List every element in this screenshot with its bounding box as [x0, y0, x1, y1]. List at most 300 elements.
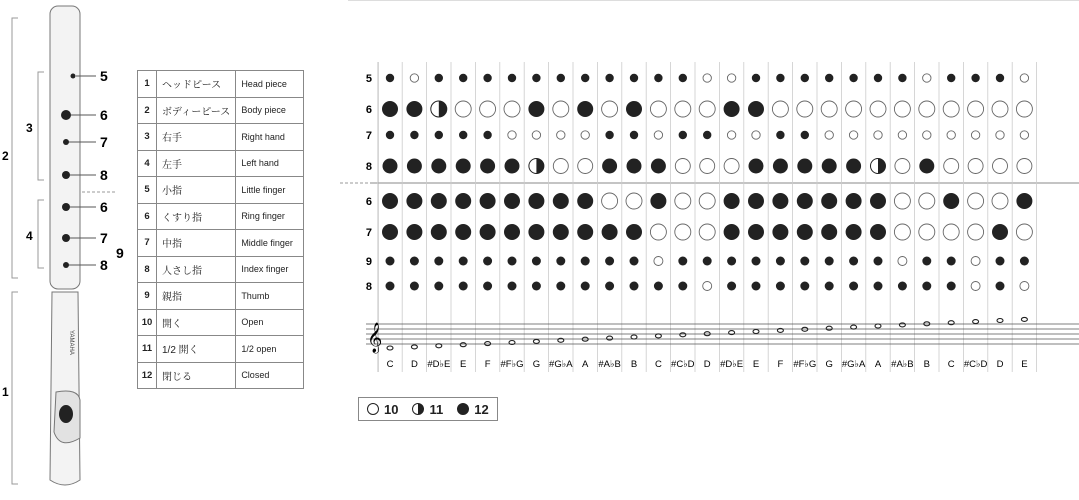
closed-hole [797, 193, 813, 209]
closed-hole [947, 74, 955, 82]
open-hole [602, 193, 618, 209]
note-name: #C♭D [963, 359, 988, 370]
row-label: 9 [365, 256, 372, 268]
flute-diagram [0, 0, 135, 495]
legend-row [138, 150, 304, 177]
legend-english: Head piece [236, 71, 304, 98]
legend-english: Body piece [236, 97, 304, 124]
open-hole [772, 101, 788, 117]
open-hole [919, 224, 935, 240]
open-hole [699, 193, 715, 209]
closed-hole [1020, 257, 1029, 266]
closed-hole [776, 131, 784, 139]
legend-english: Middle finger [236, 230, 304, 257]
note-name: E [1021, 359, 1028, 370]
closed-hole [849, 282, 858, 291]
key-closed [457, 402, 488, 417]
staff-note [851, 325, 857, 329]
closed-hole [797, 224, 813, 240]
closed-hole [577, 224, 593, 240]
staff-note [680, 333, 686, 337]
closed-hole [435, 131, 443, 139]
closed-hole [821, 224, 837, 240]
open-hole [992, 101, 1008, 117]
closed-hole [508, 282, 517, 291]
legend-number: 2 [138, 97, 157, 124]
legend-row [138, 362, 304, 389]
open-hole [675, 193, 691, 209]
fingering-chart [340, 0, 1079, 380]
open-hole [553, 159, 568, 174]
open-hole [727, 74, 735, 82]
closed-hole [386, 131, 394, 139]
legend-english: 1/2 open [236, 336, 304, 363]
closed-hole [922, 282, 931, 291]
open-hole [1020, 131, 1028, 139]
closed-hole [898, 282, 907, 291]
open-hole [898, 131, 906, 139]
closed-hole [874, 257, 883, 266]
closed-hole [630, 282, 639, 291]
closed-hole [626, 101, 642, 117]
closed-hole [752, 74, 760, 82]
legend-english: Ring finger [236, 203, 304, 230]
staff-note [899, 323, 905, 327]
closed-hole [800, 257, 809, 266]
open-hole [821, 101, 837, 117]
note-name: E [460, 359, 467, 370]
legend-number: 10 [138, 309, 157, 336]
note-name: #F♭G [793, 359, 817, 370]
closed-hole [752, 257, 761, 266]
closed-hole [724, 193, 740, 209]
closed-hole [459, 74, 467, 82]
open-hole [724, 159, 739, 174]
closed-hole [748, 224, 764, 240]
symbol-key [358, 397, 498, 421]
bracket-label-4: 4 [26, 229, 33, 243]
closed-hole [772, 224, 788, 240]
open-hole [699, 224, 715, 240]
closed-hole [874, 74, 882, 82]
open-hole [894, 101, 910, 117]
closed-hole [821, 193, 837, 209]
note-name: G [532, 359, 541, 370]
legend-number: 11 [138, 336, 157, 363]
legend-number: 5 [138, 177, 157, 204]
staff-note [1021, 317, 1027, 321]
open-hole [578, 159, 593, 174]
closed-hole [727, 282, 736, 291]
open-hole [1016, 101, 1032, 117]
note-name: G [825, 359, 833, 370]
open-hole [508, 131, 516, 139]
closed-hole [410, 257, 419, 266]
staff-note [655, 334, 661, 338]
half-hole-icon [412, 403, 424, 415]
open-hole [968, 193, 984, 209]
note-name: D [703, 359, 711, 370]
closed-hole [898, 74, 906, 82]
closed-hole [605, 282, 614, 291]
open-hole [968, 159, 983, 174]
key-open-label: 10 [384, 401, 399, 417]
legend-english: Open [236, 309, 304, 336]
closed-hole [943, 193, 959, 209]
open-hole [675, 101, 691, 117]
closed-hole [532, 74, 540, 82]
open-hole [874, 131, 882, 139]
note-name: E [752, 359, 760, 370]
key-closed-label: 12 [474, 401, 489, 417]
closed-hole [630, 131, 638, 139]
open-hole [993, 159, 1008, 174]
open-hole [1020, 74, 1028, 82]
legend-english: Index finger [236, 256, 304, 283]
open-hole [944, 159, 959, 174]
open-hole [947, 131, 955, 139]
open-hole [410, 74, 418, 82]
note-name: F [484, 359, 491, 370]
note-name: B [630, 359, 638, 370]
closed-hole [605, 74, 613, 82]
closed-hole [605, 131, 613, 139]
open-hole [654, 257, 663, 266]
closed-hole [605, 257, 614, 266]
legend-english: Right hand [236, 124, 304, 151]
open-hole [553, 101, 569, 117]
closed-hole [532, 257, 541, 266]
closed-hole [724, 224, 740, 240]
half-hole-fill [536, 159, 544, 174]
legend-row [138, 71, 304, 98]
closed-hole [800, 282, 809, 291]
closed-hole [557, 74, 565, 82]
closed-hole [748, 101, 764, 117]
closed-hole [724, 101, 740, 117]
staff-note [631, 335, 637, 339]
closed-hole [679, 131, 687, 139]
open-hole [480, 101, 496, 117]
note-name: #G♭A [841, 359, 866, 370]
open-hole [1016, 224, 1032, 240]
closed-hole [626, 224, 642, 240]
closed-hole [947, 257, 956, 266]
bracket-label-2: 2 [2, 149, 9, 163]
closed-hole [825, 257, 834, 266]
open-hole [532, 131, 540, 139]
note-name: C [654, 359, 662, 370]
closed-hole [772, 193, 788, 209]
closed-hole [919, 159, 934, 174]
note-name: B [923, 359, 930, 370]
open-hole [1017, 159, 1032, 174]
closed-hole [483, 131, 491, 139]
closed-hole [553, 193, 569, 209]
note-name: A [874, 359, 882, 370]
row-label: 8 [365, 281, 372, 293]
closed-hole [996, 74, 1004, 82]
closed-hole-icon [457, 403, 469, 415]
legend-japanese: くすり指 [157, 203, 236, 230]
hole-label-7b: 7 [100, 230, 108, 246]
closed-hole [727, 257, 736, 266]
open-hole [703, 282, 712, 291]
closed-hole [870, 193, 886, 209]
closed-hole [581, 282, 590, 291]
closed-hole [431, 159, 446, 174]
hole-label-5: 5 [100, 68, 108, 84]
open-hole [797, 101, 813, 117]
row-label: 6 [365, 104, 372, 116]
closed-hole [556, 257, 565, 266]
closed-hole [483, 282, 492, 291]
closed-hole [773, 159, 788, 174]
open-hole [581, 131, 589, 139]
legend-english: Left hand [236, 150, 304, 177]
note-name: #C♭D [671, 359, 695, 370]
closed-hole [455, 224, 471, 240]
closed-hole [406, 193, 422, 209]
note-name: #F♭G [500, 359, 524, 370]
closed-hole [752, 282, 761, 291]
closed-hole [407, 159, 422, 174]
legend-number: 6 [138, 203, 157, 230]
closed-hole [749, 159, 764, 174]
closed-hole [703, 257, 712, 266]
closed-hole [846, 224, 862, 240]
closed-hole [577, 101, 593, 117]
staff-note [607, 336, 613, 340]
closed-hole [992, 224, 1008, 240]
legend-english: Closed [236, 362, 304, 389]
closed-hole [556, 282, 565, 291]
open-hole [727, 131, 735, 139]
open-hole [971, 282, 980, 291]
row-label: 8 [365, 161, 372, 173]
closed-hole [410, 282, 419, 291]
closed-hole [846, 159, 861, 174]
closed-hole [434, 282, 443, 291]
note-name: #G♭A [549, 359, 573, 370]
open-hole [846, 101, 862, 117]
closed-hole [528, 101, 544, 117]
open-hole [943, 224, 959, 240]
open-hole [919, 101, 935, 117]
closed-hole [483, 257, 492, 266]
open-hole [1020, 282, 1029, 291]
closed-hole [849, 74, 857, 82]
legend-japanese: 閉じる [157, 362, 236, 389]
row-label: 6 [365, 196, 372, 208]
open-hole [675, 224, 691, 240]
closed-hole [528, 193, 544, 209]
key-open [367, 402, 398, 417]
closed-hole [406, 101, 422, 117]
key-half [412, 402, 443, 417]
hole-label-7a: 7 [100, 134, 108, 150]
closed-hole [748, 193, 764, 209]
key-half-label: 11 [429, 401, 444, 417]
legend-japanese: 右手 [157, 124, 236, 151]
open-hole [992, 193, 1008, 209]
closed-hole [996, 282, 1005, 291]
legend-table [137, 70, 304, 389]
open-hole [943, 101, 959, 117]
open-hole [675, 159, 690, 174]
legend-japanese: ヘッドピース [157, 71, 236, 98]
closed-hole [382, 193, 398, 209]
staff-note [460, 343, 466, 347]
closed-hole [797, 159, 812, 174]
closed-hole [455, 193, 471, 209]
closed-hole [480, 224, 496, 240]
open-hole [898, 257, 907, 266]
open-hole [919, 193, 935, 209]
closed-hole [602, 159, 617, 174]
closed-hole [947, 282, 956, 291]
note-name: #D♭E [720, 359, 744, 370]
closed-hole [480, 193, 496, 209]
closed-hole [581, 74, 589, 82]
thumb-label: 9 [116, 245, 124, 261]
closed-hole [825, 282, 834, 291]
closed-hole [508, 257, 517, 266]
closed-hole [577, 193, 593, 209]
open-hole [971, 257, 980, 266]
half-hole-fill [439, 101, 447, 117]
legend-row [138, 124, 304, 151]
legend-row [138, 336, 304, 363]
open-hole [894, 193, 910, 209]
closed-hole [459, 257, 468, 266]
closed-hole [386, 257, 395, 266]
row-label: 7 [365, 227, 372, 239]
row-label: 7 [365, 130, 372, 142]
open-hole [700, 159, 715, 174]
closed-hole [383, 159, 398, 174]
legend-row [138, 256, 304, 283]
closed-hole [776, 257, 785, 266]
note-name: D [996, 359, 1004, 370]
closed-hole [650, 193, 666, 209]
open-hole [650, 224, 666, 240]
legend-row [138, 203, 304, 230]
hole-label-8a: 8 [100, 167, 108, 183]
closed-hole [382, 224, 398, 240]
closed-hole [504, 193, 520, 209]
closed-hole [528, 224, 544, 240]
bracket-label-3: 3 [26, 121, 33, 135]
legend-english: Thumb [236, 283, 304, 310]
note-name: D [410, 359, 418, 370]
legend-row [138, 97, 304, 124]
legend-number: 9 [138, 283, 157, 310]
closed-hole [532, 282, 541, 291]
open-hole [968, 101, 984, 117]
legend-japanese: 親指 [157, 283, 236, 310]
open-hole [996, 131, 1004, 139]
open-hole [654, 131, 662, 139]
closed-hole [654, 282, 663, 291]
closed-hole [431, 224, 447, 240]
open-hole [971, 131, 979, 139]
open-hole [849, 131, 857, 139]
staff-note [826, 326, 832, 330]
legend-japanese: 1/2 開く [157, 336, 236, 363]
closed-hole [459, 282, 468, 291]
open-hole [894, 224, 910, 240]
closed-hole [386, 74, 394, 82]
closed-hole [435, 74, 443, 82]
closed-hole [825, 74, 833, 82]
closed-hole [386, 282, 395, 291]
closed-hole [703, 131, 711, 139]
closed-hole [480, 159, 495, 174]
closed-hole [505, 159, 520, 174]
legend-number: 4 [138, 150, 157, 177]
open-hole [650, 101, 666, 117]
closed-hole [679, 74, 687, 82]
open-hole [923, 74, 931, 82]
closed-hole [459, 131, 467, 139]
closed-hole [651, 159, 666, 174]
open-hole [895, 159, 910, 174]
legend-number: 8 [138, 256, 157, 283]
staff-note [753, 330, 759, 334]
open-hole [626, 193, 642, 209]
note-name: F [777, 359, 784, 370]
bracket-label-1: 1 [2, 385, 9, 399]
open-hole-icon [367, 403, 379, 415]
staff-note [997, 319, 1003, 323]
flute-svg [0, 0, 135, 495]
legend-row [138, 230, 304, 257]
closed-hole [849, 257, 858, 266]
open-hole [557, 131, 565, 139]
closed-hole [581, 257, 590, 266]
closed-hole [678, 257, 687, 266]
legend-japanese: 人さし指 [157, 256, 236, 283]
closed-hole [1016, 193, 1032, 209]
closed-hole [996, 257, 1005, 266]
open-hole [968, 224, 984, 240]
closed-hole [630, 257, 639, 266]
legend-japanese: ボディーピース [157, 97, 236, 124]
closed-hole [678, 282, 687, 291]
staff-note [411, 345, 417, 349]
closed-hole [602, 224, 618, 240]
open-hole [504, 101, 520, 117]
closed-hole [508, 74, 516, 82]
closed-hole [846, 193, 862, 209]
closed-hole [504, 224, 520, 240]
closed-hole [434, 257, 443, 266]
open-hole [699, 101, 715, 117]
open-hole [455, 101, 471, 117]
closed-hole [630, 74, 638, 82]
closed-hole [922, 257, 931, 266]
legend-row [138, 177, 304, 204]
row-label: 5 [365, 73, 372, 85]
closed-hole [801, 131, 809, 139]
open-hole [923, 131, 931, 139]
open-hole [602, 101, 618, 117]
legend-row [138, 309, 304, 336]
open-hole [870, 101, 886, 117]
staff-note [973, 320, 979, 324]
legend-english: Little finger [236, 177, 304, 204]
